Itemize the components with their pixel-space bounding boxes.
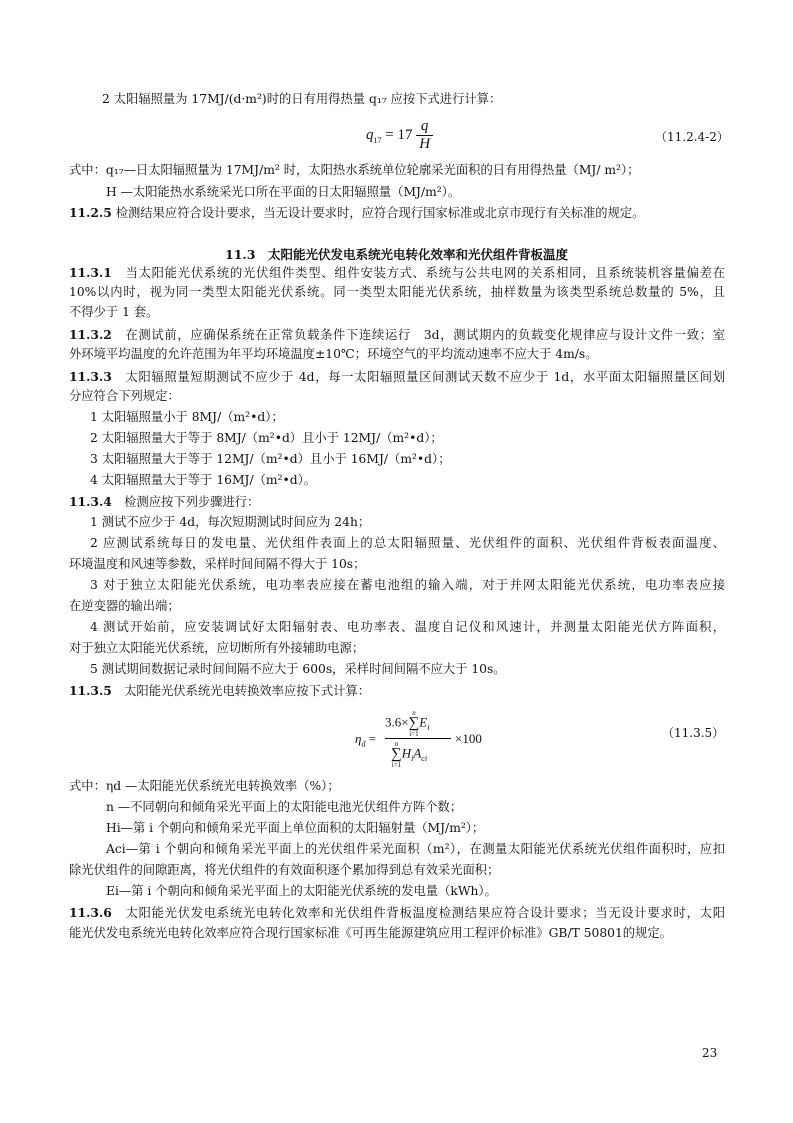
equation-11-2-4-2: $q_{17} = 17$ $\frac{q}{H}$ <box>366 118 433 153</box>
sum-icon: ∑ <box>391 746 402 762</box>
clause-11-3-4: 11.3.4 检测应按下列步骤进行： <box>69 494 260 509</box>
section-heading-11-3: 11.3 太阳能光伏发电系统光电转化效率和光伏组件背板温度 <box>225 247 568 262</box>
step-3-line1: 3 对于独立太阳能光伏系统，电功率表应接在蓄电池组的输入端，对于并网太阳能光伏系统，电功率表应接 <box>90 578 725 592</box>
where-aci-line1: Aci—第 i 个朝向和倾角采光平面上的光伏组件采光面积（m²），在测量太阳能光伏系统光伏组件面积时，应扣 <box>106 842 725 856</box>
step-1: 1 测试不应少于 4d，每次短期测试时间应为 24h； <box>90 515 371 529</box>
where-eta: 式中：ηd —太阳能光伏系统光电转换效率（%）； <box>69 779 340 793</box>
clause-11-3-6-line2: 能光伏发电系统光电转化效率应符合现行国家标准《可再生能源建筑应用工程评价标准》GB/T 50801的规定。 <box>69 926 672 940</box>
clause-11-3-1-line2: 10%以内时，视为同一类型太阳能光伏系统。同一类型太阳能光伏系统，抽样数量为该类型系统总数量的 5%，且 <box>69 285 725 299</box>
where-h: H —太阳能热水系统采光口所在平面的日太阳辐照量（MJ/m²）。 <box>106 185 461 199</box>
step-5: 5 测试期间数据记录时间间隔不应大于 600s，采样时间间隔不应大于 10s。 <box>90 662 506 676</box>
clause-11-3-1-line3: 不得少于 1 套。 <box>69 305 159 319</box>
equation-number: （11.2.4-2） <box>655 130 729 144</box>
where-q17: 式中：q₁₇—日太阳辐照量为 17MJ/m² 时，太阳热水系统单位轮廓采光面积的日有用得热量（MJ/ m²）； <box>69 163 640 177</box>
where-n: n —不同朝向和倾角采光平面上的太阳能电池光伏组件方阵个数； <box>106 800 463 814</box>
clause-11-2-5: 11.2.5 检测结果应符合设计要求，当无设计要求时，应符合现行国家标准或北京市现行有关标准的规定。 <box>69 205 645 220</box>
equation-11-3-5: $\eta_d$ = 3.6× n ∑ i=1 $E_i$ ×100 n ∑ i=1 $H_iA_{ci}$ <box>355 709 482 769</box>
step-4-line1: 4 测试开始前，应安装调试好太阳辐射表、电功率表、温度自记仪和风速计，并测量太阳能光伏方阵面积， <box>90 620 725 634</box>
step-4-line2: 对于独立太阳能光伏系统，应切断所有外接辅助电源； <box>69 641 365 655</box>
clause-11-3-2-line2: 外环境平均温度的允许范围为年平均环境温度±10℃；环境空气的平均流动速率不应大于 4m/s。 <box>69 347 598 361</box>
list-item: 2 太阳辐照量大于等于 8MJ/（m²•d）且小于 12MJ/（m²•d）； <box>90 431 443 445</box>
step-2-line1: 2 应测试系统每日的发电量、光伏组件表面上的总太阳辐照量、光伏组件的面积、光伏组件背板表面温度、 <box>90 536 725 550</box>
list-item: 1 太阳辐照量小于 8MJ/（m²•d）； <box>90 410 284 424</box>
fraction-bar <box>385 738 451 739</box>
clause-11-3-3-line1: 11.3.3 太阳辐照量短期测试不应少于 4d，每一太阳辐照量区间测试天数不应少于 1d，水平面太阳辐照量区间划 <box>69 369 725 384</box>
clause-11-3-5: 11.3.5 太阳能光伏系统光电转换效率应按下式计算： <box>69 683 371 698</box>
para-solar-radiation-17: 2 太阳辐照量为 17MJ/(d·m²)时的日有用得热量 q₁₇ 应按下式进行计算： <box>102 92 502 106</box>
step-2-line2: 环境温度和风速等参数，采样时间间隔不得大于 10s； <box>69 557 366 571</box>
clause-11-3-2-line1: 11.3.2 在测试前，应确保系统在正常负载条件下连续运行 3d，测试期内的负载变化规律应与设计文件一致；室 <box>69 327 725 342</box>
list-item: 4 太阳辐照量大于等于 16MJ/（m²•d）。 <box>90 473 317 487</box>
step-3-line2: 在逆变器的输出端； <box>69 599 180 613</box>
sum-icon: ∑ <box>408 715 420 731</box>
clause-11-3-3-line2: 分应符合下列规定： <box>69 389 180 403</box>
equation-number: （11.3.5） <box>662 726 725 740</box>
where-ei: Ei—第 i 个朝向和倾角采光平面上的太阳能光伏系统的发电量（kWh）。 <box>106 884 497 898</box>
where-hi: Hi—第 i 个朝向和倾角采光平面上单位面积的太阳辐射量（MJ/m²）； <box>106 821 485 835</box>
page-number: 23 <box>702 1046 718 1060</box>
clause-11-3-6-line1: 11.3.6 太阳能光伏发电系统光电转化效率和光伏组件背板温度检测结果应符合设计要求；当无设计要求时，太阳 <box>69 905 725 920</box>
where-aci-line2: 除光伏组件的间隙距离，将光伏组件的有效面积逐个累加得到总有效采光面积； <box>69 863 500 877</box>
list-item: 3 太阳辐照量大于等于 12MJ/（m²•d）且小于 16MJ/（m²•d）； <box>90 452 451 466</box>
clause-11-3-1-line1: 11.3.1 当太阳能光伏系统的光伏组件类型、组件安装方式、系统与公共电网的关系相同，且系统装机容量偏差在 <box>69 265 725 280</box>
